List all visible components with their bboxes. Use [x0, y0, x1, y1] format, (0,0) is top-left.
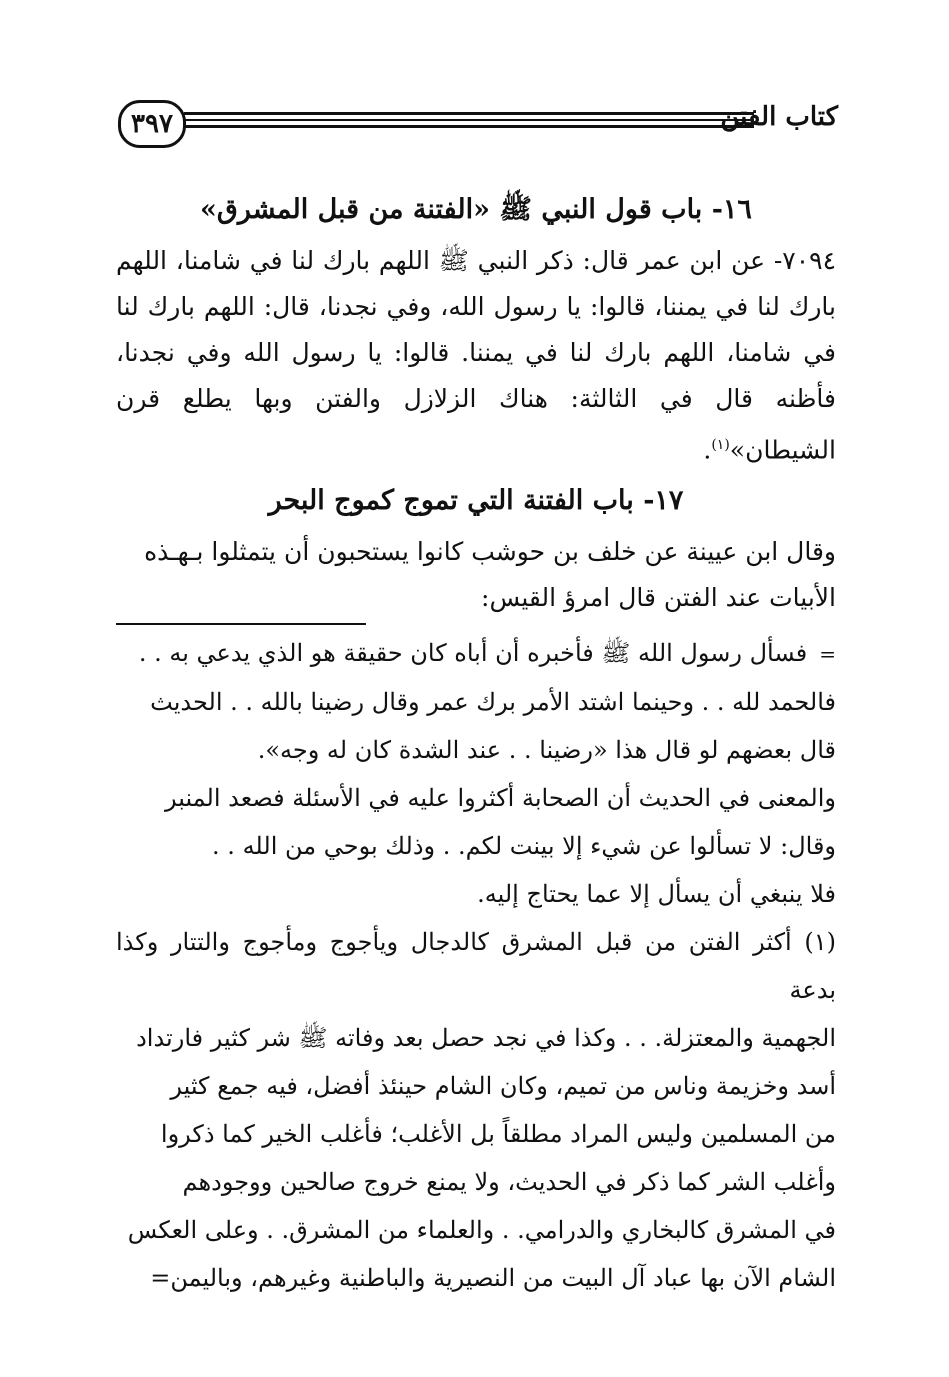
header-rule — [184, 125, 754, 128]
chapter-heading-16: ١٦- باب قول النبي ﷺ «الفتنة من قبل المشرق» — [200, 194, 752, 225]
intro-line: الأبيات عند الفتن قال امرؤ القيس: — [481, 583, 836, 613]
footnote-separator — [116, 623, 366, 625]
header-rule — [184, 119, 754, 121]
footnote-line: (١) أكثر الفتن من قبل المشرق كالدجال ويأجوج ومأجوج والتتار وكذا بدعة — [116, 928, 836, 1005]
note-line: فلا ينبغي أن يسأل إلا عما يحتاج إليه. — [477, 880, 836, 909]
page-number: ٣٩٧ — [118, 100, 186, 148]
hadith-end: . — [703, 435, 712, 465]
continuation-marker: = — [819, 642, 836, 667]
page-content — [116, 182, 836, 1302]
book-title: كتاب الفتن — [720, 102, 838, 132]
hadith-narration — [116, 238, 836, 473]
note-line — [116, 629, 836, 678]
chapter-heading-17: ١٧- باب الفتنة التي تموج كموج البحر — [268, 485, 684, 517]
header-rule — [184, 112, 754, 115]
note-text: فسأل رسول الله ﷺ فأخبره أن أباه كان حقيقة هو الذي يدعي به . . — [138, 639, 808, 668]
note-line: قال بعضهم لو قال هذا «رضينا . . عند الشدة كان له وجه». — [257, 736, 836, 765]
note-line: فالحمد لله . . وحينما اشتد الأمر برك عمر وقال رضينا بالله . . الحديث — [150, 688, 836, 717]
footnote-line: أسد وخزيمة وناس من تميم، وكان الشام حينئذ أفضل، فيه جمع كثير — [170, 1072, 836, 1101]
footnote-line: وأغلب الشر كما ذكر في الحديث، ولا يمنع خروج صالحين ووجودهم — [182, 1168, 836, 1197]
footnote-line: الجهمية والمعتزلة. . . وكذا في نجد حصل بعد وفاته ﷺ شر كثير فارتداد — [136, 1024, 836, 1053]
note-line: وقال: لا تسألوا عن شيء إلا بينت لكم. . وذلك بوحي من الله . . — [212, 832, 836, 861]
note-line: والمعنى في الحديث أن الصحابة أكثروا عليه في الأسئلة فصعد المنبر — [164, 784, 836, 813]
footnote-line: في المشرق كالبخاري والدرامي. . والعلماء من المشرق. . وعلى العكس — [127, 1216, 836, 1245]
footnote-line: من المسلمين وليس المراد مطلقاً بل الأغلب؛ فأغلب الخير كما ذكروا — [160, 1120, 836, 1149]
page-header — [118, 92, 838, 156]
footnote-line: الشام الآن بها عباد آل البيت من النصيرية والباطنية وغيرهم، وباليمن= — [150, 1264, 836, 1293]
hadith-text: ٧٠٩٤- عن ابن عمر قال: ذكر النبي ﷺ اللهم بارك لنا في شامنا، اللهم بارك لنا في يمننا، قالوا: يا رسول الله، وفي نجدنا، قال: اللهم بارك لنا في شامنا، اللهم بارك لنا في يمننا. قالوا: يا رسول الله وفي نجدنا، فأظنه قال في الثالثة: هناك الزلازل والفتن وبها يطلع قرن الشيطان» — [116, 246, 836, 465]
intro-line: وقال ابن عيينة عن خلف بن حوشب كانوا يستحبون أن يتمثلوا بـهـذه — [144, 537, 836, 567]
footnote-reference: (١) — [711, 437, 730, 453]
